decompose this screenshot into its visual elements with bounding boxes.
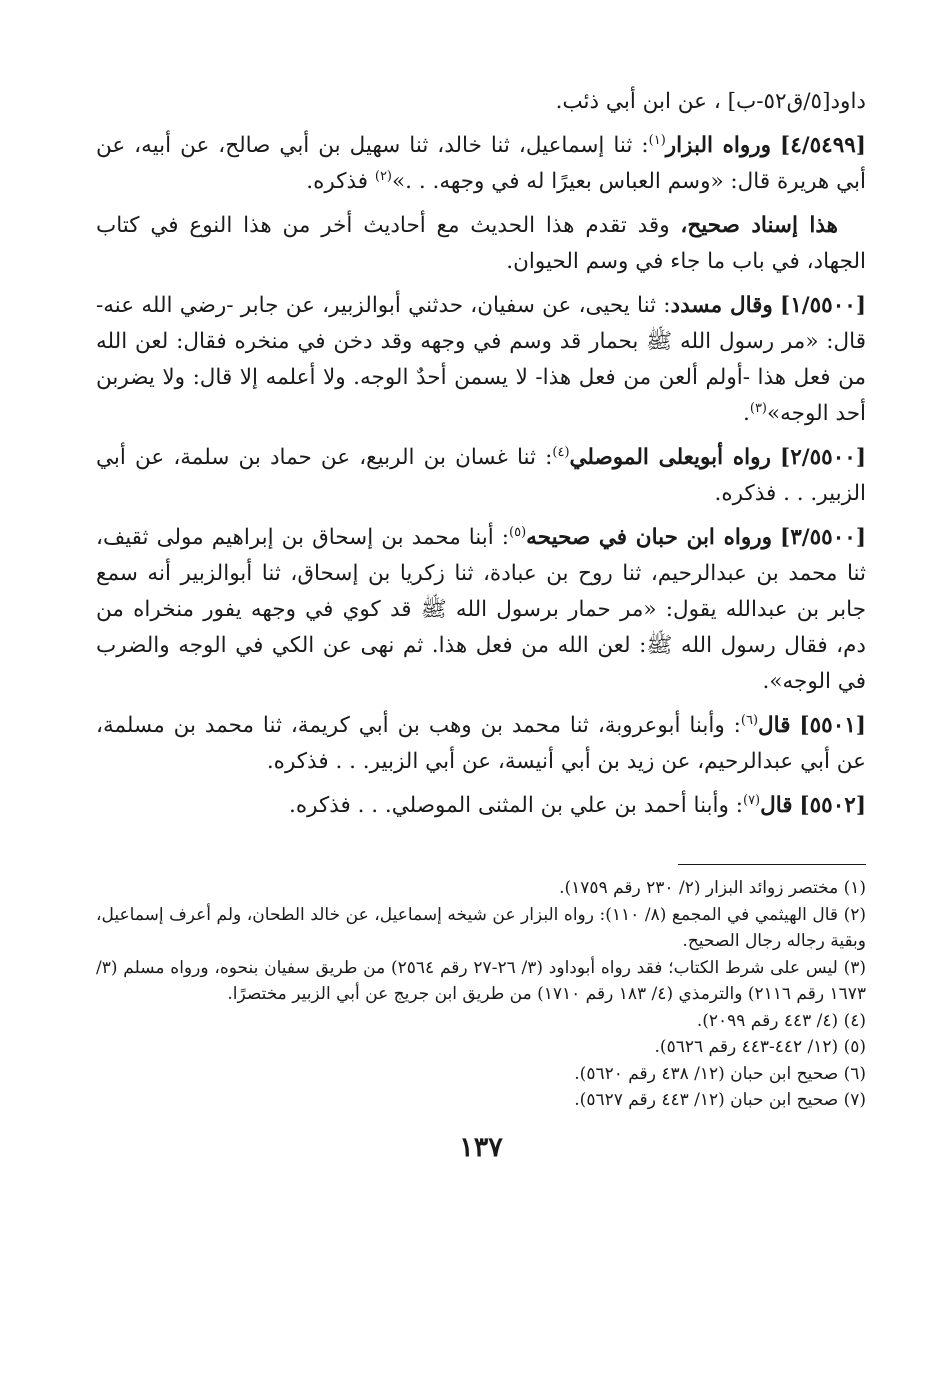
footnote: (٦) صحيح ابن حبان (١٢/ ٤٣٨ رقم ٥٦٢٠).	[574, 1063, 866, 1084]
grading-note	[96, 208, 866, 280]
hadith-entry-5500-2	[96, 440, 866, 512]
footnote-ref: (٦)	[740, 712, 759, 728]
footnote-ref: (١)	[648, 132, 666, 148]
entry-text: : أبنا محمد بن إسحاق بن إبراهيم مولى ثقيف، ثنا محمد بن عبدالرحيم، ثنا روح بن عبادة، ثنا زكريا بن إسحاق، ثنا أبوالزبير أنه سمع جابر بن عبدالله يقول: «مر حمار برسول الله ﷺ قد كوي في وجهه يفور منخراه من دم، فقال رسول الله ﷺ: لعن الله من فعل هذا. ثم نهى عن الكي في الوجه والضرب في الوجه».	[96, 525, 866, 694]
footnote: (٧) صحيح ابن حبان (١٢/ ٤٤٣ رقم ٥٦٢٧).	[574, 1090, 866, 1110]
entry-number: [٢/٥٥٠٠]	[780, 445, 866, 470]
footnote-ref: (٧)	[742, 792, 761, 808]
footnotes	[96, 875, 866, 1114]
entry-lead: قال	[760, 793, 793, 818]
hadith-entry-5500-1	[96, 288, 866, 432]
footnote-ref: (٥)	[509, 524, 527, 540]
entry-text: : وأبنا أبوعروبة، ثنا محمد بن وهب بن أبي كريمة، ثنا محمد بن مسلمة، عن أبي عبدالرحيم، عن زيد بن أبي أنيسة، عن أبي الزبير. . . فذكره.	[96, 713, 866, 774]
page-number: ١٣٧	[459, 1131, 503, 1163]
entry-tail: .	[743, 401, 750, 426]
hadith-entry-5501	[96, 708, 866, 780]
entry-number: [٥٥٠٢]	[799, 793, 866, 818]
continuation-text: داود[٥/ق٥٢-ب] ، عن ابن أبي ذئب.	[555, 89, 866, 114]
entry-number: [١/٥٥٠٠]	[780, 293, 867, 318]
entry-lead: رواه أبويعلى الموصلي	[569, 445, 771, 470]
footnote: (٤) (٤/ ٤٤٣ رقم ٢٠٩٩).	[696, 1010, 866, 1031]
entry-number: [٥٥٠١]	[799, 713, 866, 738]
entry-lead: قال	[758, 713, 791, 738]
footnote-ref: (٣)	[749, 400, 767, 416]
book-page	[96, 84, 866, 1356]
grading-text: وقد تقدم هذا الحديث مع أحاديث أخر من هذا النوع في كتاب الجهاد، في باب ما جاء في وسم الحيوان.	[96, 213, 866, 274]
hadith-entry-5502	[96, 788, 866, 824]
entry-text: : وأبنا أحمد بن علي بن المثنى الموصلي. . . فذكره.	[289, 793, 743, 818]
footnote: (٣) ليس على شرط الكتاب؛ فقد رواه أبوداود (٣/ ٢٦-٢٧ رقم ٢٥٦٤) من طريق سفيان بنحوه، ورواه مسلم (٣/ ١٦٧٣ رقم ٢١١٦) والترمذي (٤/ ١٨٣ رقم ١٧١٠) من طريق ابن جريج عن أبي الزبير مختصرًا.	[96, 957, 867, 1004]
entry-lead: ورواه ابن حبان في صحيحه	[526, 525, 772, 550]
header-continuation-line	[96, 84, 866, 120]
main-text	[96, 84, 866, 824]
grading-lead: هذا إسناد صحيح،	[680, 213, 838, 238]
entry-tail: فذكره.	[306, 169, 375, 194]
footnote: (٥) (١٢/ ٤٤٢-٤٤٣ رقم ٥٦٢٦).	[654, 1037, 866, 1057]
hadith-entry-5499-4	[96, 128, 866, 200]
entry-text: : ثنا إسماعيل، ثنا خالد، ثنا سهيل بن أبي صالح، عن أبيه، عن أبي هريرة قال: «وسم العباس بعيرًا له في وجهه. . .»	[96, 133, 866, 194]
entry-text: : ثنا غسان بن الربيع، عن حماد بن سلمة، عن أبي الزبير. . . فذكره.	[96, 445, 866, 506]
entry-number: [٣/٥٥٠٠]	[780, 525, 866, 550]
footnote-ref: (٢)	[374, 168, 392, 184]
footnote: (١) مختصر زوائد البزار (٢/ ٢٣٠ رقم ١٧٥٩).	[559, 878, 866, 898]
footnote: (٢) قال الهيثمي في المجمع (٨/ ١١٠): رواه البزار عن شيخه إسماعيل، عن خالد الطحان، ولم أعرف إسماعيل، وبقية رجاله رجال الصحيح.	[96, 904, 866, 951]
entry-number: [٤/٥٤٩٩]	[780, 133, 866, 158]
footnote-ref: (٤)	[552, 444, 570, 460]
entry-lead: وقال مسدد	[670, 293, 773, 318]
hadith-entry-5500-3	[96, 520, 866, 700]
entry-lead: ورواه البزار	[665, 133, 772, 158]
entry-text: : ثنا يحيى، عن سفيان، حدثني أبوالزبير، عن جابر -رضي الله عنه- قال: «مر رسول الله ﷺ بحمار قد وسم في وجهه وقد دخن في منخره فقال: لعن الله من فعل هذا -أولم ألعن من فعل هذا- لا يسمن أحدٌ الوجه. ولا أعلمه إلا قال: ولا يضربن أحد الوجه»	[96, 293, 866, 426]
footnote-separator	[678, 864, 866, 865]
